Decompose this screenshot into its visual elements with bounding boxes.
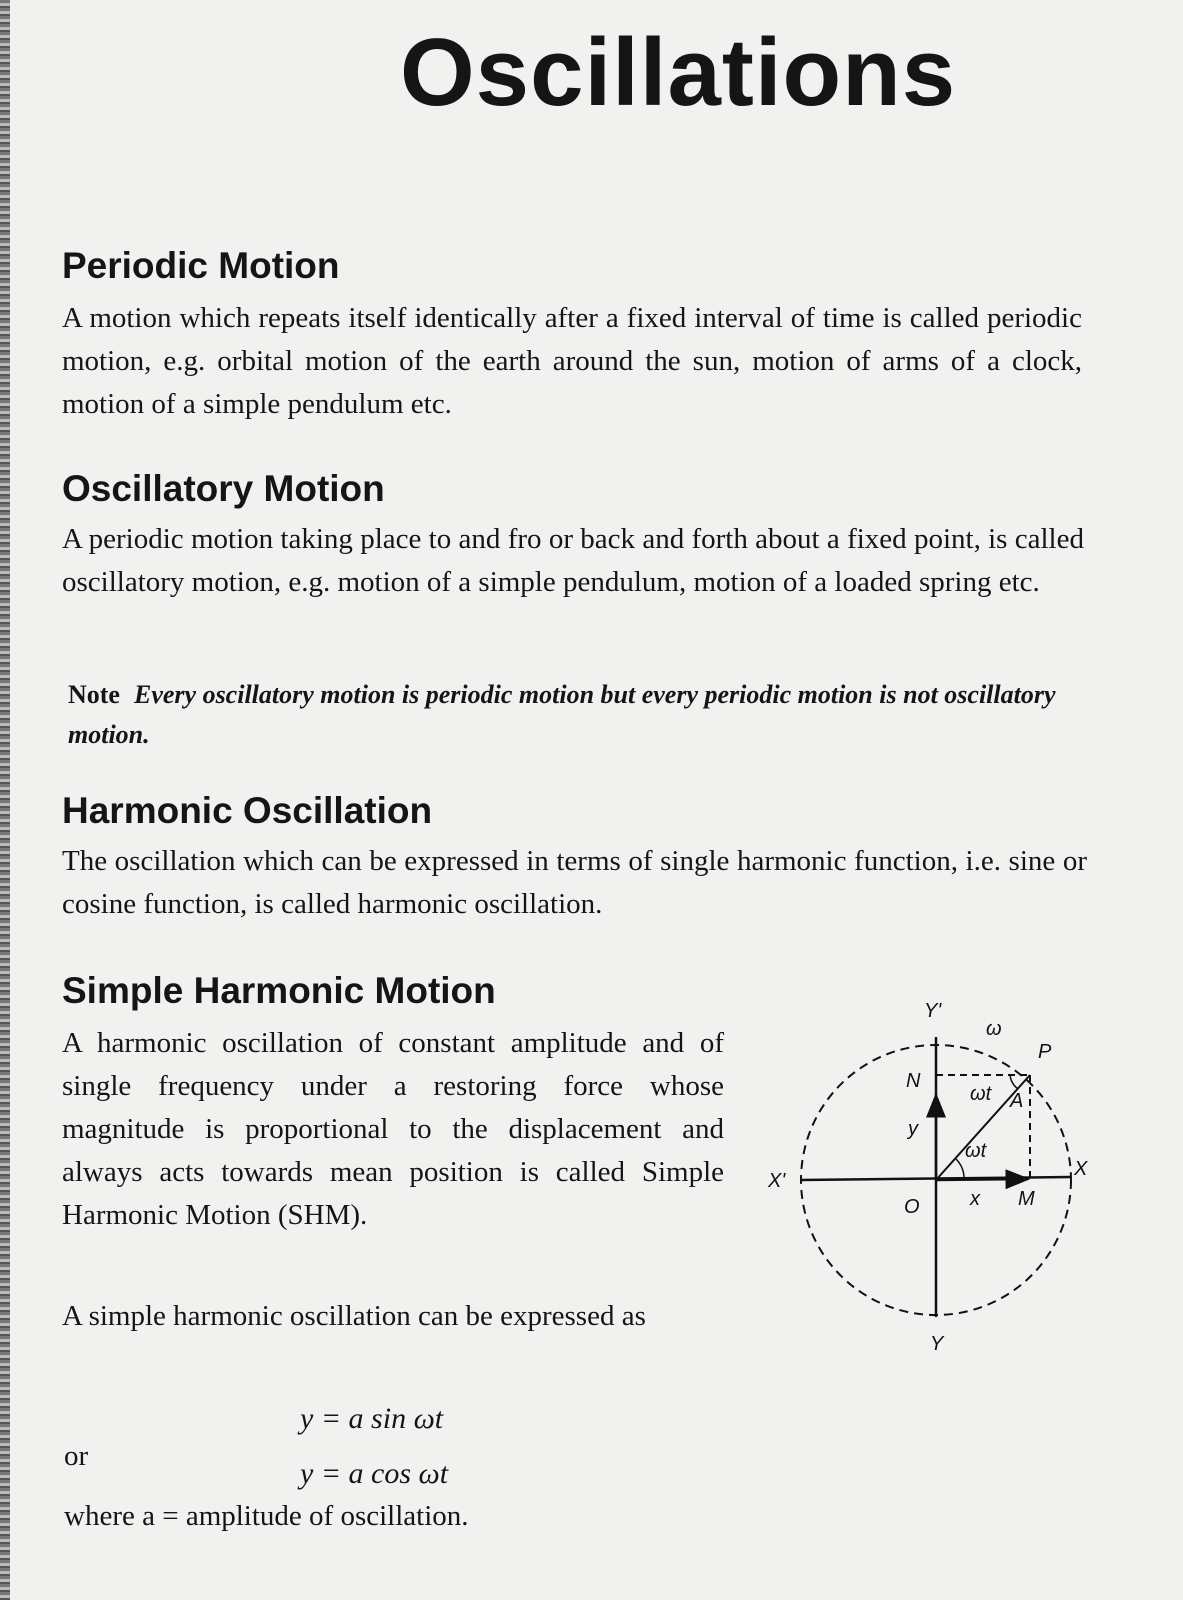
heading-oscillatory-motion: Oscillatory Motion <box>62 468 385 509</box>
shm-text: A harmonic oscillation of constant amplitude and of single frequency under a restoring force whose magnitude is proportional to the displacement and always acts towards mean position is called Simple Harmonic Motion (SHM). <box>62 1027 724 1231</box>
periodic-motion-text: A motion which repeats itself identically after a fixed interval of time is called periodic motion, e.g. orbital motion of the earth around the sun, motion of arms of a clock, motion of a simple pendulum etc. <box>62 302 1082 420</box>
label-origin: O <box>904 1196 920 1218</box>
where-label: where <box>64 1500 135 1532</box>
label-omega-t-upper: ωt <box>970 1083 992 1105</box>
label-a: A <box>1010 1090 1024 1112</box>
heading-periodic-motion: Periodic Motion <box>62 245 340 286</box>
note <box>68 675 1083 755</box>
heading-shm: Simple Harmonic Motion <box>62 970 496 1011</box>
harmonic-oscillation-text: The oscillation which can be expressed in terms of single harmonic function, i.e. sine or cosine function, is called harmonic oscillation. <box>62 845 1087 920</box>
label-x-prime: X' <box>768 1170 786 1192</box>
label-x-length: x <box>970 1188 980 1210</box>
oscillatory-motion-text: A periodic motion taking place to and fro or back and forth about a fixed point, is called oscillatory motion, e.g. motion of a simple pendulum, motion of a loaded spring etc. <box>62 523 1084 598</box>
heading-harmonic-oscillation: Harmonic Oscillation <box>62 790 433 831</box>
scan-edge <box>0 0 10 1600</box>
label-m: M <box>1018 1188 1035 1210</box>
label-y-length: y <box>908 1118 918 1140</box>
where-line <box>64 1500 469 1533</box>
shm-reference-circle-diagram <box>760 995 1100 1365</box>
label-y-prime: Y' <box>924 1000 942 1022</box>
x-displacement-arrow <box>936 1179 1028 1180</box>
note-label: Note <box>68 680 120 709</box>
label-omega-t-lower: ωt <box>965 1140 987 1162</box>
equation-cos: y = a cos ωt <box>300 1457 449 1490</box>
label-n: N <box>906 1070 921 1092</box>
angle-arc-p <box>1010 1075 1018 1089</box>
where-definition: a = amplitude of oscillation. <box>142 1500 469 1532</box>
or-text: or <box>64 1440 89 1472</box>
angle-arc-o <box>956 1159 964 1180</box>
page-title: Oscillations <box>400 19 957 126</box>
equation-sin: y = a sin ωt <box>300 1402 444 1435</box>
label-y: Y <box>930 1333 944 1355</box>
note-text: Every oscillatory motion is periodic motion but every periodic motion is not oscillatory motion. <box>68 680 1056 749</box>
label-p: P <box>1038 1041 1052 1063</box>
shm-expression-text: A simple harmonic oscillation can be expressed as <box>62 1300 646 1332</box>
label-x: X <box>1074 1158 1088 1180</box>
label-omega: ω <box>986 1018 1002 1040</box>
